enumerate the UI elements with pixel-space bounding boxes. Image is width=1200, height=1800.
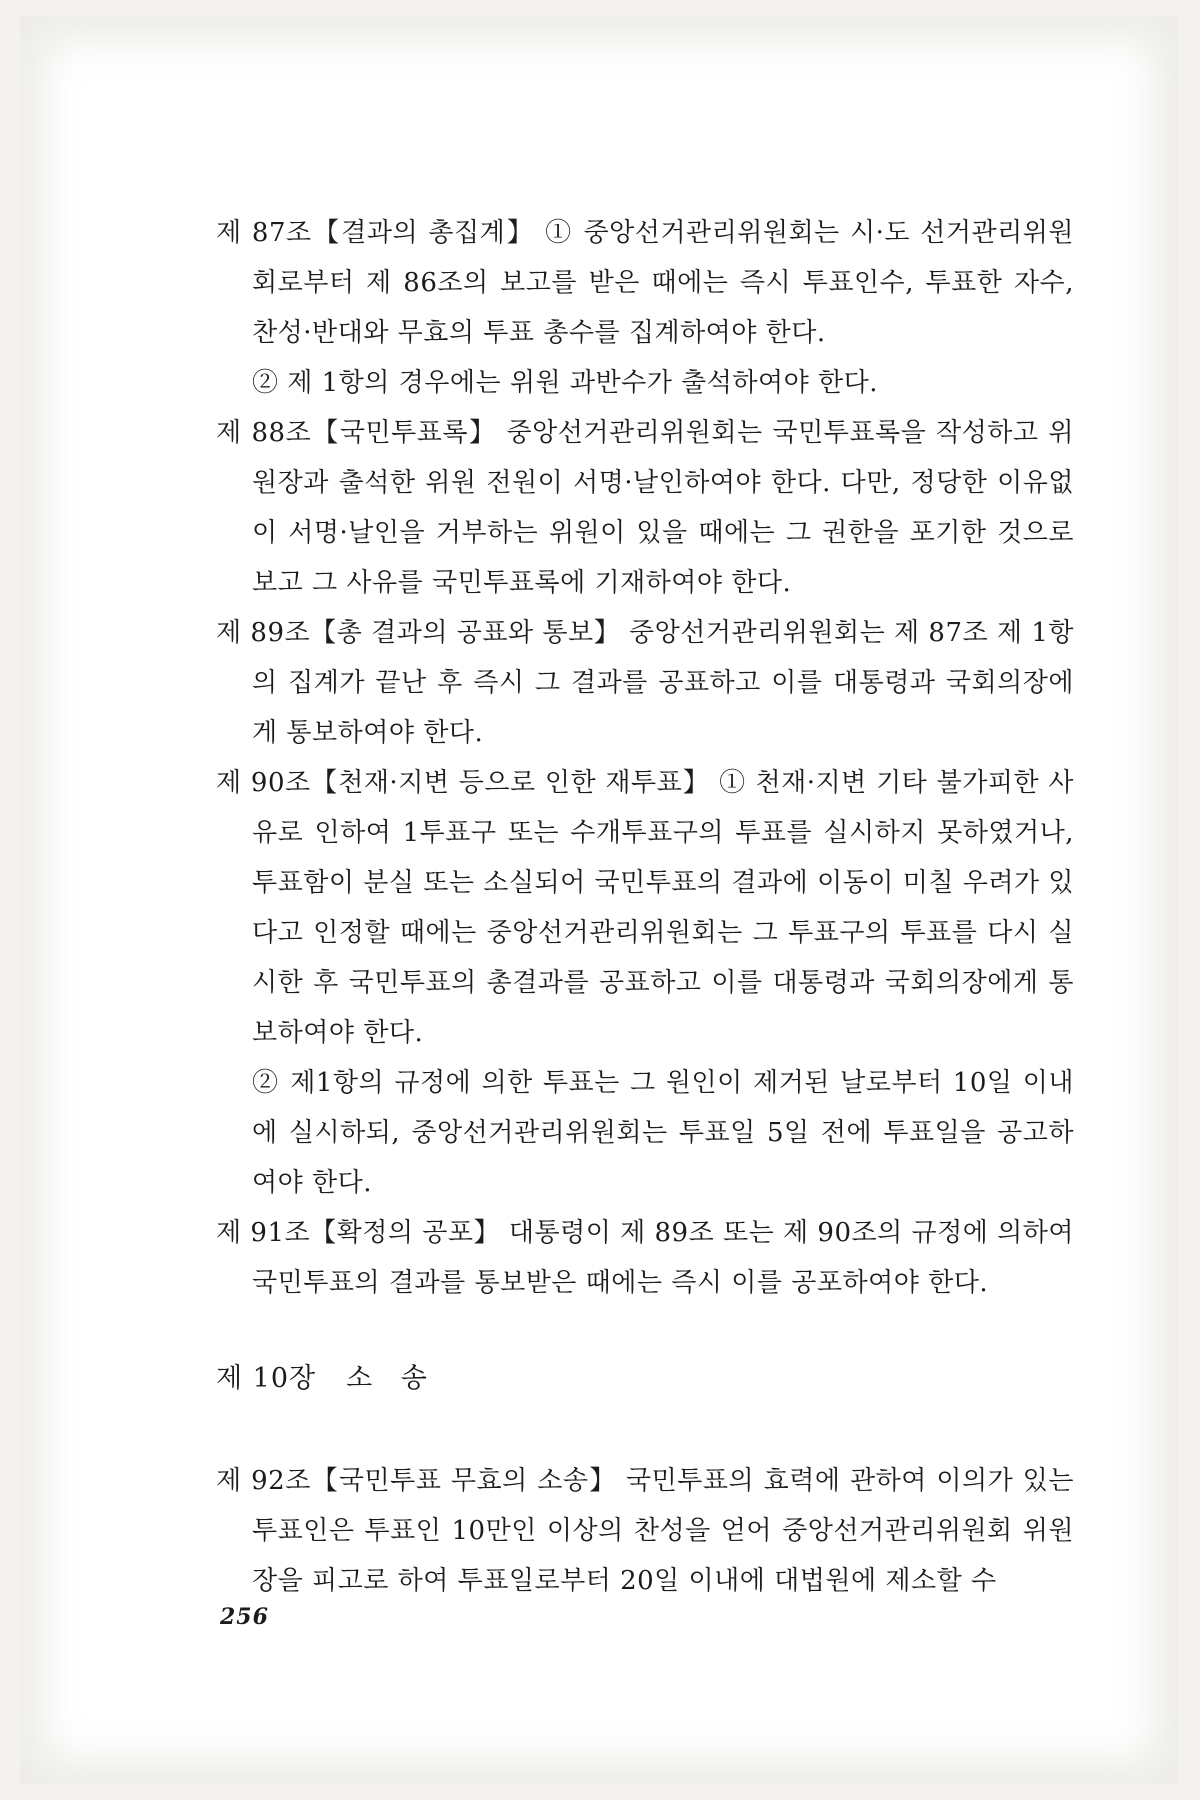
page-body (216, 208, 1074, 1606)
article-92 (216, 1456, 1074, 1606)
article-heading: 제 92조【국민투표 무효의 소송】 (216, 1466, 617, 1496)
chapter-heading (216, 1354, 1074, 1404)
article-heading: 제 89조【총 결과의 공표와 통보】 (216, 618, 621, 648)
article-heading: 제 91조【확정의 공포】 (216, 1218, 501, 1248)
article-text: 중앙선거관리위원회는 국민투표록을 작성하고 위원장과 출석한 위원 전원이 서명·날인하여야 한다. 다만, 정당한 이유없이 서명·날인을 거부하는 위원이 있을 때에는 그 권한을 포기한 것으로 보고 그 사유를 국민투표록에 기재하여야 한다. (252, 418, 1074, 598)
article-text: 국민투표의 효력에 관하여 이의가 있는 투표인은 투표인 10만인 이상의 찬성을 얻어 중앙선거관리위원회 위원장을 피고로 하여 투표일로부터 20일 이내에 대법원에 제소할 수 (252, 1466, 1074, 1596)
document-page (20, 16, 1178, 1784)
article-heading: 제 88조【국민투표록】 (216, 418, 497, 448)
article-90 (216, 758, 1074, 1058)
article-text: ① 천재·지변 기타 불가피한 사유로 인하여 1투표구 또는 수개투표구의 투표를 실시하지 못하였거나, 투표함이 분실 또는 소실되어 국민투표의 결과에 이동이 미칠 우려가 있다고 인정할 때에는 중앙선거관리위원회는 그 투표구의 투표를 다시 실시한 후 국민투표의 총결과를 공표하고 이를 대통령과 국회의장에게 통보하여야 한다. (252, 768, 1074, 1048)
article-heading: 제 87조【결과의 총집계】 (216, 218, 535, 248)
article-text: ① 중앙선거관리위원회는 시·도 선거관리위원회로부터 제 86조의 보고를 받은 때에는 즉시 투표인수, 투표한 자수, 찬성·반대와 무효의 투표 총수를 집계하여야 한다. (252, 218, 1074, 348)
article-87-clause-2 (216, 358, 1074, 408)
article-heading: 제 90조【천재·지변 등으로 인한 재투표】 (216, 768, 710, 798)
chapter-number: 제 10장 (216, 1363, 317, 1394)
article-89 (216, 608, 1074, 758)
chapter-title: 소 송 (346, 1363, 437, 1394)
clause-text: ② 제 1항의 경우에는 위원 과반수가 출석하여야 한다. (252, 368, 878, 398)
page-number: 256 (220, 1604, 269, 1630)
clause-text: ② 제1항의 규정에 의한 투표는 그 원인이 제거된 날로부터 10일 이내에 실시하되, 중앙선거관리위원회는 투표일 5일 전에 투표일을 공고하여야 한다. (252, 1068, 1074, 1198)
article-90-clause-2 (216, 1058, 1074, 1208)
article-text: 중앙선거관리위원회는 제 87조 제 1항의 집계가 끝난 후 즉시 그 결과를 공표하고 이를 대통령과 국회의장에게 통보하여야 한다. (252, 618, 1075, 748)
article-87 (216, 208, 1074, 358)
article-91 (216, 1208, 1074, 1308)
article-text: 대통령이 제 89조 또는 제 90조의 규정에 의하여 국민투표의 결과를 통보받은 때에는 즉시 이를 공포하여야 한다. (252, 1218, 1074, 1298)
article-88 (216, 408, 1074, 608)
